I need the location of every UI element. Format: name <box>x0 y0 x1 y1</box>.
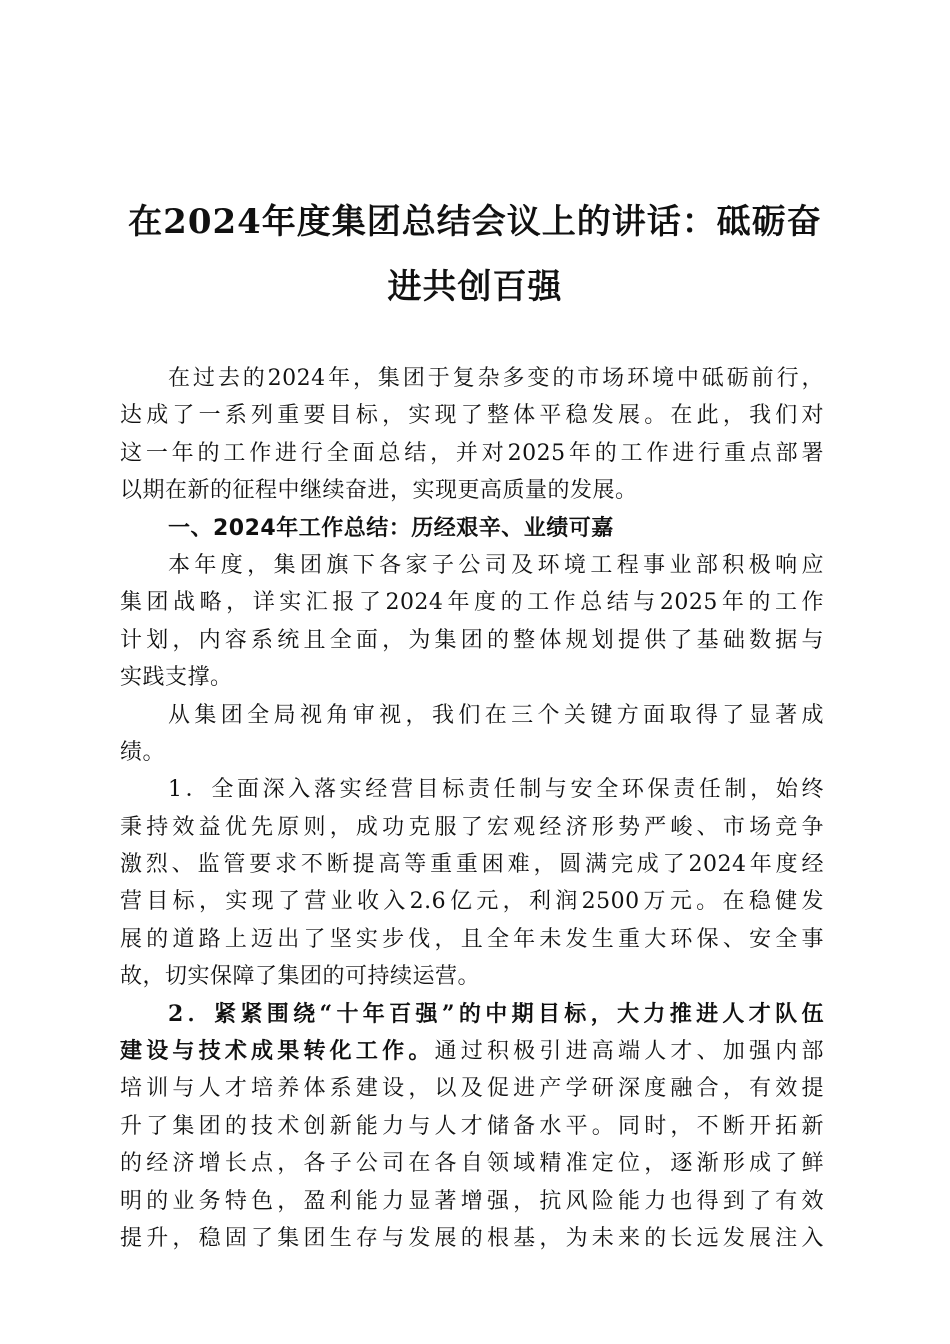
paragraph-2-line: 本年度，集团旗下各家子公司及环境工程事业部积极响应 <box>168 552 824 578</box>
document-body <box>120 360 824 1257</box>
paragraph-3-line: 从集团全局视角审视，我们在三个关键方面取得了显著成 <box>168 702 824 728</box>
paragraph-1-line: 这一年的工作进行全面总结，并对2025年的工作进行重点部署 <box>120 440 824 466</box>
document-title-line-2: 进共创百强 <box>387 267 563 307</box>
paragraph-5-line: 培训与人才培养体系建设，以及促进产学研深度融合，有效提 <box>120 1076 824 1102</box>
paragraph-5-line: 的经济增长点，各子公司在各自领域精准定位，逐渐形成了鲜 <box>120 1151 824 1177</box>
paragraph-4-line: 秉持效益优先原则，成功克服了宏观经济形势严峻、市场竞争 <box>120 814 824 840</box>
paragraph-4-line: 激烈、监管要求不断提高等重重困难，圆满完成了2024年度经 <box>120 852 824 878</box>
document-title-line-1: 在2024年度集团总结会议上的讲话：砥砺奋 <box>128 202 822 242</box>
paragraph-5-line: 提升，稳固了集团生存与发展的根基，为未来的长远发展注入 <box>120 1225 824 1251</box>
paragraph-2-line: 集团战略，详实汇报了2024年度的工作总结与2025年的工作 <box>120 590 824 616</box>
paragraph-2-line: 计划，内容系统且全面，为集团的整体规划提供了基础数据与 <box>120 627 824 653</box>
paragraph-4-line: 展的道路上迈出了坚实步伐，且全年未发生重大环保、安全事 <box>120 926 824 952</box>
paragraph-1-line: 达成了一系列重要目标，实现了整体平稳发展。在此，我们对 <box>120 403 824 429</box>
paragraph-5-line: 明的业务特色，盈利能力显著增强，抗风险能力也得到了有效 <box>120 1188 824 1214</box>
paragraph-5-line: 升了集团的技术创新能力与人才储备水平。同时，不断开拓新 <box>120 1113 824 1139</box>
paragraph-4-line: 1．全面深入落实经营目标责任制与安全环保责任制，始终 <box>168 777 824 803</box>
paragraph-5-line-bold: 2．紧紧围绕“十年百强”的中期目标，大力推进人才队伍 <box>168 1000 824 1027</box>
paragraph-4-line: 故，切实保障了集团的可持续运营。 <box>120 964 481 990</box>
paragraph-5-bold-lead: 建设与技术成果转化工作。 <box>120 1038 435 1065</box>
paragraph-5-rest: 通过积极引进高端人才、加强内部 <box>434 1039 824 1065</box>
section-heading: 一、2024年工作总结：历经艰辛、业绩可嘉 <box>168 515 614 541</box>
paragraph-1-line: 以期在新的征程中继续奋进，实现更高质量的发展。 <box>120 478 638 504</box>
paragraph-3-line: 绩。 <box>120 739 166 765</box>
paragraph-2-line: 实践支撑。 <box>120 665 233 691</box>
paragraph-1-line: 在过去的2024年，集团于复杂多变的市场环境中砥砺前行， <box>168 366 824 391</box>
paragraph-5-line-mixed <box>120 1033 824 1070</box>
paragraph-4-line: 营目标，实现了营业收入2.6亿元，利润2500万元。在稳健发 <box>120 889 824 915</box>
